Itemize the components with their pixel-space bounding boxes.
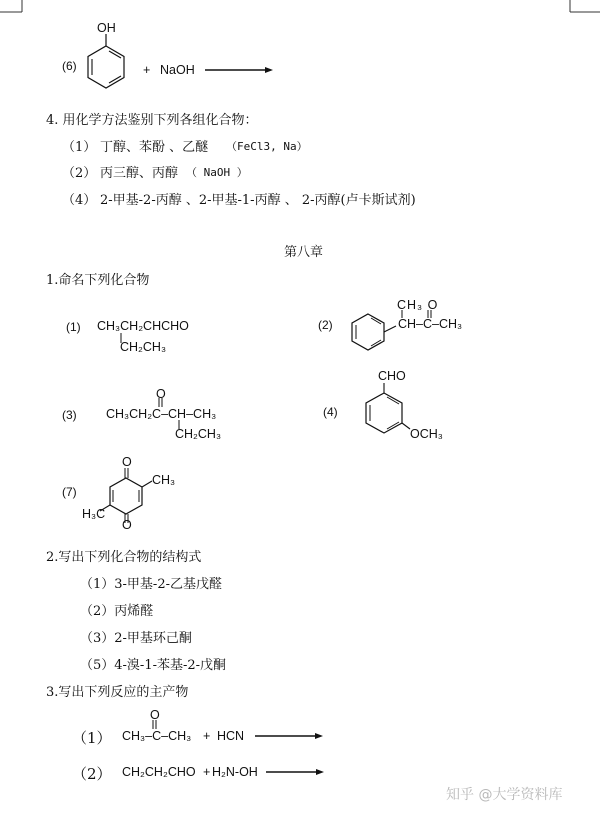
q2-item: （5）4-溴-1-苯基-2-戊酮 xyxy=(80,658,227,673)
c7-oxygen-bottom: O xyxy=(122,518,132,532)
q4-item2-num: （2） xyxy=(62,166,97,181)
r1-arrow xyxy=(255,732,325,742)
c4-cho: CHO xyxy=(378,369,406,383)
q2-item: （1）3-甲基-2-乙基戊醛 xyxy=(80,577,222,592)
r2-reactant: CH₂CH₂CHO xyxy=(122,765,196,779)
chapter8-title: 第八章 xyxy=(284,245,324,260)
page-corner-marks xyxy=(0,0,600,20)
r1-oxygen: O xyxy=(150,708,160,722)
item6-label: (6) xyxy=(62,59,77,73)
c7-oxygen-top: O xyxy=(122,455,132,469)
c3-oxygen: O xyxy=(156,387,166,401)
phenol-oh-label: OH xyxy=(97,21,116,35)
c2-chain: CH–C–CH₃ xyxy=(398,317,463,331)
c3-label: (3) xyxy=(62,408,77,422)
q1-title: 1.命名下列化合物 xyxy=(46,273,150,288)
c7-quinone-ring xyxy=(100,468,160,538)
c1-label: (1) xyxy=(66,320,81,334)
q4-item4-text: 2-甲基-2-丙醇 、2-甲基-1-丙醇 、 2-丙醇(卢卡斯试剂) xyxy=(100,193,416,208)
c1-line1: CH₃CH₂CHCHO xyxy=(97,319,189,333)
c2-label: (2) xyxy=(318,318,333,332)
r1-plus: + xyxy=(203,729,211,743)
c2-top: CH₃ O xyxy=(397,298,439,312)
c4-label: (4) xyxy=(323,405,338,419)
q2-item: （3）2-甲基环己酮 xyxy=(80,631,192,646)
r2-label: （2） xyxy=(72,765,112,783)
item6-reagent: NaOH xyxy=(160,63,195,77)
c7-ch3: CH₃ xyxy=(152,473,176,487)
c3-line2: CH₂CH₃ xyxy=(175,427,222,441)
r1-label: （1） xyxy=(72,729,112,747)
r1-reactant: CH₃–C–CH₃ xyxy=(122,729,192,743)
phenol-structure xyxy=(80,32,140,102)
c2-benzene xyxy=(350,311,400,361)
q4-item1-reagents: （FeCl3, Na） xyxy=(226,140,308,153)
q4-item2-reagents: （ NaOH ） xyxy=(186,166,248,179)
c4-och3: OCH₃ xyxy=(410,427,443,441)
q4-item1-num: （1） xyxy=(62,140,97,155)
q3-title: 3.写出下列反应的主产物 xyxy=(46,685,189,700)
reaction-arrow-6 xyxy=(205,66,275,76)
c3-line1: CH₃CH₂C–CH–CH₃ xyxy=(106,407,217,421)
q2-item: （2）丙烯醛 xyxy=(80,604,154,619)
c1-line2: CH₂CH₃ xyxy=(120,340,167,354)
item6-plus: + xyxy=(143,63,151,77)
r1-reagent: HCN xyxy=(217,729,245,743)
c7-label: (7) xyxy=(62,485,77,499)
r2-arrow xyxy=(266,768,336,778)
q4-item2-text: 丙三醇、丙醇 xyxy=(100,166,179,181)
q4-item4-num: （4） xyxy=(62,193,97,208)
c7-h3c: H₃C xyxy=(82,507,106,521)
watermark: 知乎 @大学资料库 xyxy=(446,787,563,803)
r2-plus: + xyxy=(203,765,211,779)
q2-title: 2.写出下列化合物的结构式 xyxy=(46,550,202,565)
q4-item1-text: 丁醇、苯酚 、乙醚 xyxy=(100,140,209,155)
q4-title: 4. 用化学方法鉴别下列各组化合物： xyxy=(46,113,258,128)
r2-reagent: H₂N-OH xyxy=(212,765,258,779)
